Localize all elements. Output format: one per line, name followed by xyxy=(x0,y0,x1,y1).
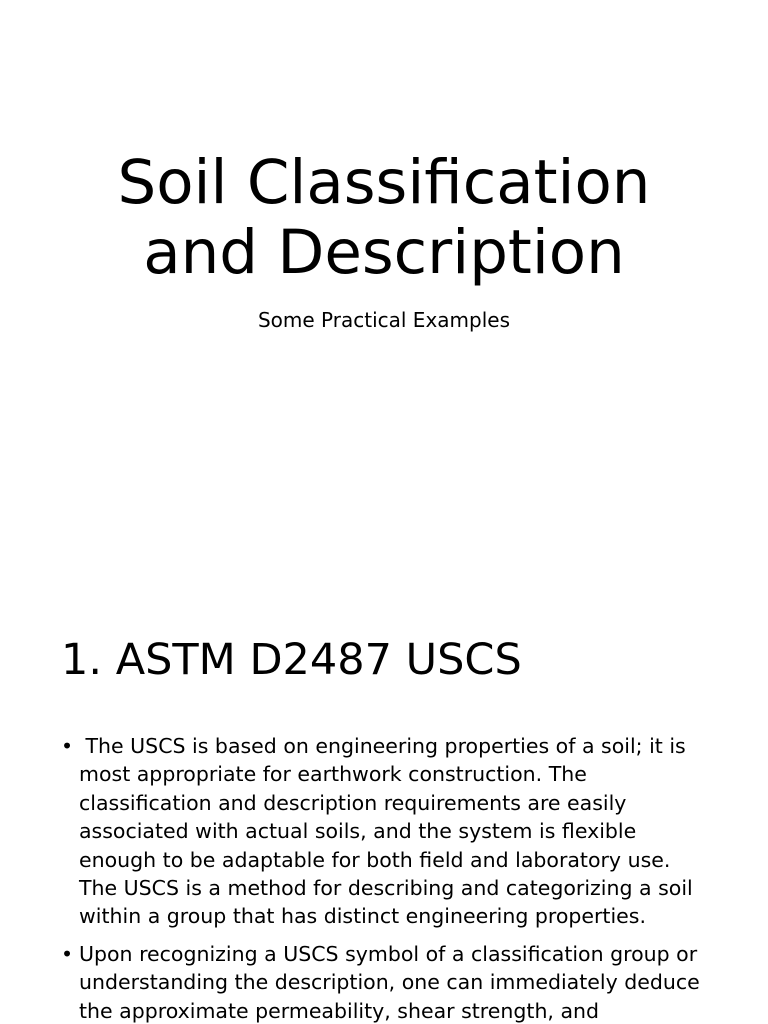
slide-title xyxy=(0,148,768,288)
bullet-text: Upon recognizing a USCS symbol of a classification group or understanding the description, one can immediately deduce the approximate permeability, shear strength, and xyxy=(79,941,700,1023)
title-line-2: and Description xyxy=(143,217,625,288)
slide-subtitle: Some Practical Examples xyxy=(257,308,510,332)
content-slide xyxy=(0,576,768,1024)
bullet-marker: • xyxy=(61,941,74,966)
bullet-marker: • xyxy=(61,734,74,758)
bullet-item xyxy=(61,732,711,931)
title-line-1: Soil Classification xyxy=(117,147,651,218)
bullet-text: The USCS is based on engineering properties of a soil; it is most appropriate for earthwork construction. The classification and description requirements are easily associated with actual soils, and the system is flexible enough to be adaptable for both field and laboratory use. The USCS is a method for describing and categorizing a soil within a group that has distinct engineering properties. xyxy=(79,734,700,929)
bullet-list xyxy=(61,732,711,1024)
slide-heading: 1. ASTM D2487 USCS xyxy=(61,635,522,685)
bullet-item xyxy=(61,940,711,1024)
